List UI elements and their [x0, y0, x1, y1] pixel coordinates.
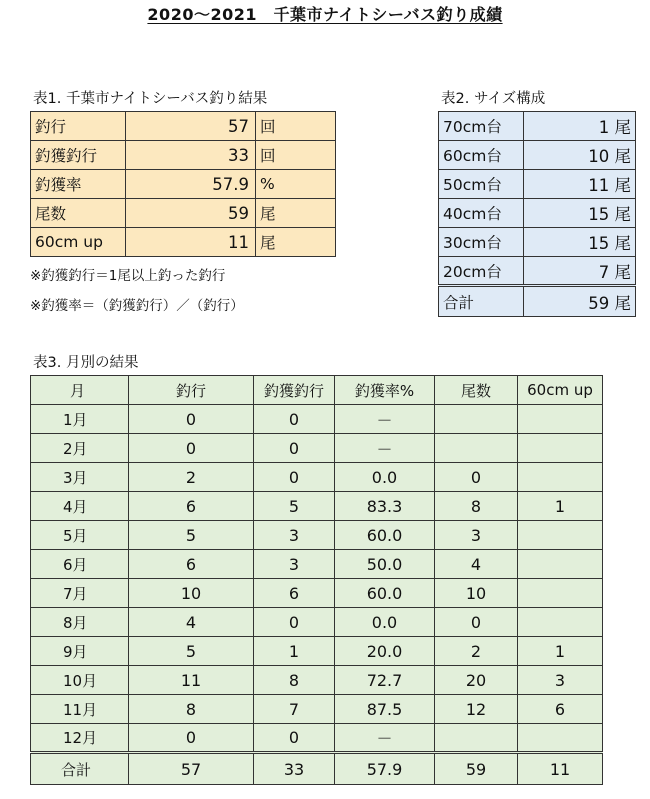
- table-cell: 1: [518, 637, 603, 666]
- table-cell: 0: [129, 405, 254, 434]
- table-cell: 3: [518, 666, 603, 695]
- size-label: 70cm台: [439, 112, 524, 141]
- row-label: 尾数: [31, 199, 126, 228]
- total-row: [31, 753, 603, 785]
- monthly-results-table: [30, 375, 603, 785]
- table-row: [31, 405, 603, 434]
- row-value: 11: [126, 228, 256, 257]
- table-row: [31, 492, 603, 521]
- column-header: 釣獲釣行: [254, 376, 335, 405]
- table-cell: 0: [254, 405, 335, 434]
- table-row: [31, 550, 603, 579]
- table-row: [31, 637, 603, 666]
- table-cell: [518, 405, 603, 434]
- table-cell: 8: [129, 695, 254, 724]
- table-cell: 3: [254, 521, 335, 550]
- column-header: 月: [31, 376, 129, 405]
- header-row: [31, 376, 603, 405]
- table-cell: [435, 434, 518, 463]
- table-cell: 3: [435, 521, 518, 550]
- column-header: 釣行: [129, 376, 254, 405]
- table-cell: 60.0: [335, 521, 435, 550]
- table1-caption: 表1. 千葉市ナイトシーバス釣り結果: [33, 91, 268, 107]
- table-cell: 0: [254, 463, 335, 492]
- table3-caption: 表3. 月別の結果: [33, 355, 139, 371]
- table-cell: 50.0: [335, 550, 435, 579]
- table-row: [31, 434, 603, 463]
- month-cell: 11月: [31, 695, 129, 724]
- table-cell: 0.0: [335, 608, 435, 637]
- month-cell: 4月: [31, 492, 129, 521]
- size-label: 60cm台: [439, 141, 524, 170]
- table-cell: 1: [254, 637, 335, 666]
- row-label: 60cm up: [31, 228, 126, 257]
- table-cell: 2: [129, 463, 254, 492]
- table-row: [31, 724, 603, 753]
- table-cell: 3: [254, 550, 335, 579]
- month-cell: 12月: [31, 724, 129, 753]
- table-row: [31, 695, 603, 724]
- row-value: 33: [126, 141, 256, 170]
- total-label: 合計: [439, 286, 524, 317]
- table-row: [31, 579, 603, 608]
- table-cell: 6: [254, 579, 335, 608]
- note-catch-trip: ※釣獲釣行＝1尾以上釣った釣行: [30, 268, 226, 284]
- column-header: 釣獲率%: [335, 376, 435, 405]
- table-cell: [518, 434, 603, 463]
- table-cell: 0: [435, 608, 518, 637]
- table-cell: [518, 724, 603, 753]
- row-unit: 回: [256, 112, 336, 141]
- size-count: 15 尾: [524, 228, 636, 257]
- table-cell: [518, 579, 603, 608]
- total-count: 59 尾: [524, 286, 636, 317]
- table-cell: 2: [435, 637, 518, 666]
- row-unit: %: [256, 170, 336, 199]
- table-cell: 20: [435, 666, 518, 695]
- table-cell: 0: [435, 463, 518, 492]
- table-row: [31, 521, 603, 550]
- table-cell: 1: [518, 492, 603, 521]
- table-row: [31, 608, 603, 637]
- table-cell: 20.0: [335, 637, 435, 666]
- table-cell: 5: [254, 492, 335, 521]
- month-cell: 8月: [31, 608, 129, 637]
- size-count: 7 尾: [524, 257, 636, 286]
- size-count: 10 尾: [524, 141, 636, 170]
- month-cell: 2月: [31, 434, 129, 463]
- table-cell: 6: [129, 550, 254, 579]
- table-cell: 4: [129, 608, 254, 637]
- table-row: [439, 112, 636, 141]
- table-cell: 7: [254, 695, 335, 724]
- row-unit: 尾: [256, 228, 336, 257]
- table-cell: 4: [435, 550, 518, 579]
- month-cell: 5月: [31, 521, 129, 550]
- size-count: 15 尾: [524, 199, 636, 228]
- size-label: 50cm台: [439, 170, 524, 199]
- total-cell: 57: [129, 753, 254, 785]
- table-cell: 0: [129, 434, 254, 463]
- table-cell: [518, 521, 603, 550]
- row-unit: 尾: [256, 199, 336, 228]
- table-row: [439, 257, 636, 286]
- size-label: 40cm台: [439, 199, 524, 228]
- fishing-results-table: [30, 111, 336, 257]
- table-cell: 12: [435, 695, 518, 724]
- table-row: [31, 228, 336, 257]
- row-value: 59: [126, 199, 256, 228]
- table-row: [31, 112, 336, 141]
- table-cell: 5: [129, 637, 254, 666]
- table-cell: 0: [254, 724, 335, 753]
- row-label: 釣行: [31, 112, 126, 141]
- table-cell: 0: [254, 608, 335, 637]
- size-count: 1 尾: [524, 112, 636, 141]
- table-cell: －: [335, 405, 435, 434]
- table-cell: 0: [129, 724, 254, 753]
- table2-caption: 表2. サイズ構成: [441, 91, 546, 107]
- table-cell: 87.5: [335, 695, 435, 724]
- table-cell: [435, 405, 518, 434]
- table-cell: 72.7: [335, 666, 435, 695]
- table-cell: 8: [254, 666, 335, 695]
- table-cell: 60.0: [335, 579, 435, 608]
- table-cell: 10: [129, 579, 254, 608]
- row-value: 57.9: [126, 170, 256, 199]
- month-cell: 9月: [31, 637, 129, 666]
- table-cell: 6: [129, 492, 254, 521]
- table-cell: [518, 550, 603, 579]
- table-cell: 11: [129, 666, 254, 695]
- size-composition-table: [438, 111, 636, 317]
- table-row: [439, 141, 636, 170]
- month-cell: 7月: [31, 579, 129, 608]
- total-row: [439, 286, 636, 317]
- total-cell: 57.9: [335, 753, 435, 785]
- table-row: [31, 141, 336, 170]
- total-cell: 11: [518, 753, 603, 785]
- total-cell: 59: [435, 753, 518, 785]
- month-cell: 1月: [31, 405, 129, 434]
- table-cell: 6: [518, 695, 603, 724]
- size-count: 11 尾: [524, 170, 636, 199]
- table-cell: 8: [435, 492, 518, 521]
- total-cell: 合計: [31, 753, 129, 785]
- row-unit: 回: [256, 141, 336, 170]
- total-cell: 33: [254, 753, 335, 785]
- column-header: 60cm up: [518, 376, 603, 405]
- month-cell: 6月: [31, 550, 129, 579]
- row-value: 57: [126, 112, 256, 141]
- table-cell: 83.3: [335, 492, 435, 521]
- table-cell: 0.0: [335, 463, 435, 492]
- table-row: [439, 199, 636, 228]
- table-cell: [518, 608, 603, 637]
- table-cell: 0: [254, 434, 335, 463]
- size-label: 20cm台: [439, 257, 524, 286]
- table-row: [31, 463, 603, 492]
- month-cell: 10月: [31, 666, 129, 695]
- note-catch-rate: ※釣獲率＝（釣獲釣行）／（釣行）: [30, 298, 244, 314]
- table-cell: [435, 724, 518, 753]
- page-title: 2020～2021 千葉市ナイトシーバス釣り成績: [147, 5, 503, 24]
- table-cell: [518, 463, 603, 492]
- table-cell: －: [335, 724, 435, 753]
- month-cell: 3月: [31, 463, 129, 492]
- column-header: 尾数: [435, 376, 518, 405]
- table-row: [31, 199, 336, 228]
- table-cell: 5: [129, 521, 254, 550]
- table-row: [31, 170, 336, 199]
- table-row: [31, 666, 603, 695]
- row-label: 釣獲釣行: [31, 141, 126, 170]
- table-cell: －: [335, 434, 435, 463]
- table-row: [439, 228, 636, 257]
- row-label: 釣獲率: [31, 170, 126, 199]
- table-row: [439, 170, 636, 199]
- table-cell: 10: [435, 579, 518, 608]
- size-label: 30cm台: [439, 228, 524, 257]
